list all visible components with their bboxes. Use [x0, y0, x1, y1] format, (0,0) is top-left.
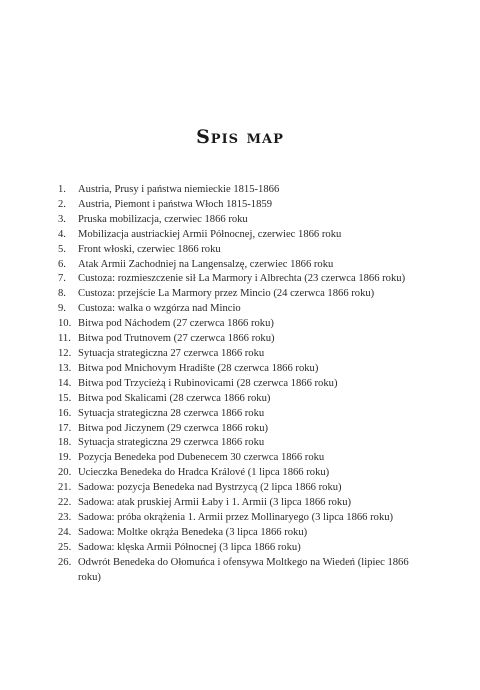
map-number: 25. — [58, 541, 72, 553]
map-number: 12. — [58, 347, 72, 359]
map-title: Bitwa pod Mnichovym Hradište (28 czerwca 1866 roku) — [78, 362, 319, 374]
map-list — [58, 183, 422, 585]
map-title: Pozycja Benedeka pod Dubenecem 30 czerwca 1866 roku — [78, 452, 325, 464]
map-title: Odwrót Benedeka do Ołomuńca i ofensywa Moltkego na Wiedeń (lipiec 1866 roku) — [78, 556, 409, 583]
map-number: 22. — [58, 497, 72, 509]
map-title: Atak Armii Zachodniej na Langensalzę, czerwiec 1866 roku — [78, 258, 334, 270]
map-title: Custoza: walka o wzgórza nad Mincio — [78, 303, 241, 315]
map-list-item — [58, 451, 422, 466]
map-title: Bitwa pod Trutnovem (27 czerwca 1866 roku) — [78, 333, 275, 345]
map-list-item — [58, 272, 422, 287]
map-list-item — [58, 183, 422, 198]
map-list-item — [58, 317, 422, 332]
map-number: 6. — [58, 258, 66, 270]
map-title: Austria, Piemont i państwa Włoch 1815-1859 — [78, 198, 272, 210]
map-title: Sadowa: Moltke okrąża Benedeka (3 lipca 1866 roku) — [78, 526, 308, 538]
map-number: 11. — [58, 333, 71, 345]
map-title: Front włoski, czerwiec 1866 roku — [78, 243, 221, 255]
map-list-item — [58, 407, 422, 422]
map-number: 5. — [58, 243, 66, 255]
map-title: Bitwa pod Jiczynem (29 czerwca 1866 roku) — [78, 422, 269, 434]
map-number: 24. — [58, 526, 72, 538]
map-number: 8. — [58, 288, 66, 300]
map-list-item — [58, 332, 422, 347]
map-list-item — [58, 347, 422, 362]
map-list-item — [58, 541, 422, 556]
map-title: Bitwa pod Trzycieżą i Rubinovicami (28 czerwca 1866 roku) — [78, 377, 338, 389]
map-title: Sadowa: atak pruskiej Armii Łaby i 1. Armii (3 lipca 1866 roku) — [78, 497, 352, 509]
map-number: 18. — [58, 437, 72, 449]
map-number: 26. — [58, 556, 72, 568]
map-title: Sytuacja strategiczna 27 czerwca 1866 roku — [78, 347, 265, 359]
map-title: Sytuacja strategiczna 28 czerwca 1866 roku — [78, 407, 265, 419]
map-list-item — [58, 362, 422, 377]
map-list-item — [58, 213, 422, 228]
map-list-item — [58, 422, 422, 437]
map-number: 16. — [58, 407, 72, 419]
map-list-item — [58, 258, 422, 273]
map-list-item — [58, 243, 422, 258]
map-number: 13. — [58, 362, 72, 374]
map-number: 20. — [58, 467, 72, 479]
map-title: Ucieczka Benedeka do Hradca Králové (1 lipca 1866 roku) — [78, 467, 330, 479]
map-title: Mobilizacja austriackiej Armii Północnej, czerwiec 1866 roku — [78, 228, 342, 240]
map-list-item — [58, 392, 422, 407]
map-number: 9. — [58, 303, 66, 315]
map-number: 4. — [58, 228, 66, 240]
map-number: 19. — [58, 452, 72, 464]
map-number: 2. — [58, 198, 66, 210]
map-number: 1. — [58, 184, 66, 195]
map-list-item — [58, 526, 422, 541]
map-number: 23. — [58, 511, 72, 523]
map-list-item — [58, 302, 422, 317]
map-title: Custoza: rozmieszczenie sił La Marmory i Albrechta (23 czerwca 1866 roku) — [78, 273, 406, 285]
map-title: Sadowa: pozycja Benedeka nad Bystrzycą (2 lipca 1866 roku) — [78, 482, 342, 494]
page-title: Spis map — [196, 126, 284, 148]
map-number: 15. — [58, 392, 72, 404]
map-list-item — [58, 481, 422, 496]
map-title: Custoza: przejście La Marmory przez Mincio (24 czerwca 1866 roku) — [78, 288, 375, 300]
map-title: Sadowa: próba okrążenia 1. Armii przez Mollinaryego (3 lipca 1866 roku) — [78, 511, 394, 523]
map-number: 21. — [58, 482, 72, 494]
map-list-item — [58, 436, 422, 451]
map-list-item — [58, 287, 422, 302]
map-number: 14. — [58, 377, 72, 389]
map-list-item — [58, 377, 422, 392]
map-list-item — [58, 511, 422, 526]
map-title: Sadowa: klęska Armii Północnej (3 lipca 1866 roku) — [78, 541, 301, 553]
map-number: 17. — [58, 422, 72, 434]
map-title: Sytuacja strategiczna 29 czerwca 1866 roku — [78, 437, 265, 449]
map-number: 3. — [58, 213, 66, 225]
map-title: Pruska mobilizacja, czerwiec 1866 roku — [78, 213, 248, 225]
map-title: Bitwa pod Skalicami (28 czerwca 1866 roku) — [78, 392, 271, 404]
map-list-item — [58, 556, 422, 586]
map-list-item — [58, 466, 422, 481]
map-number: 10. — [58, 318, 72, 330]
map-list-item — [58, 228, 422, 243]
map-title: Austria, Prusy i państwa niemieckie 1815-1866 — [78, 184, 280, 195]
map-number: 7. — [58, 273, 66, 285]
map-title: Bitwa pod Náchodem (27 czerwca 1866 roku) — [78, 318, 274, 330]
map-list-item — [58, 198, 422, 213]
map-list-item — [58, 496, 422, 511]
